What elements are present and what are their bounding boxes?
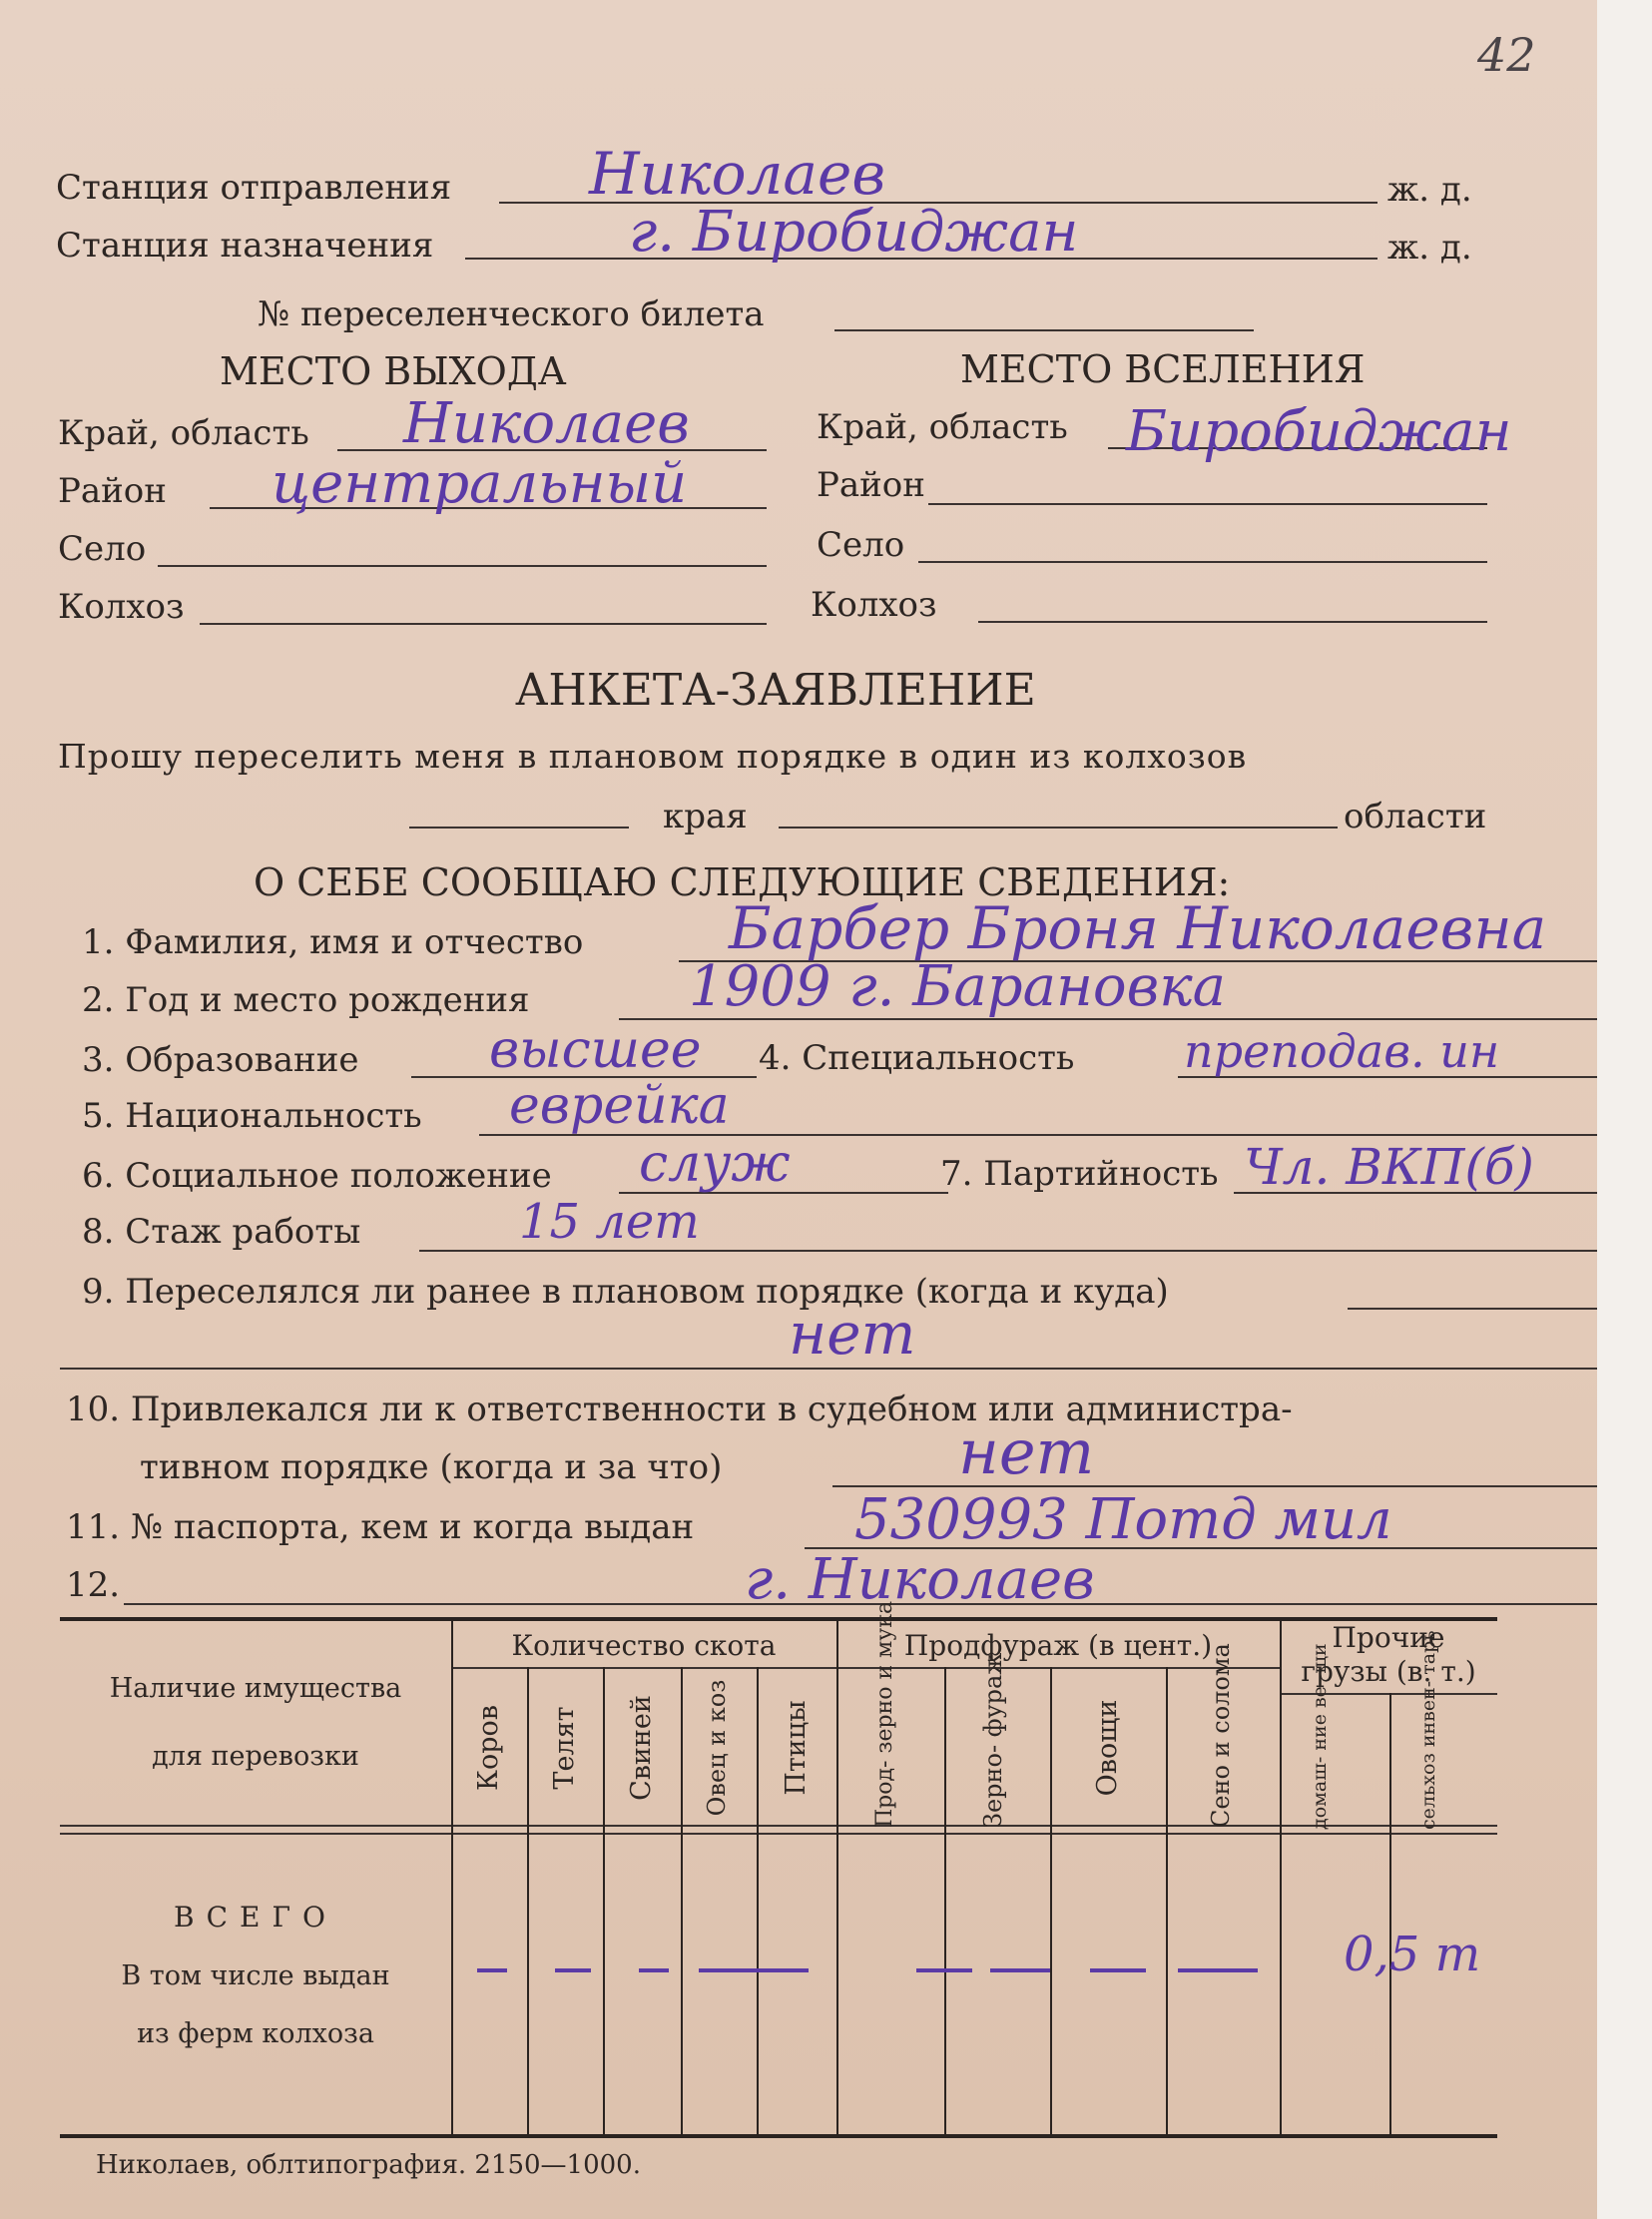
col-divider — [603, 1667, 605, 2134]
ticket-label: № переселенческого билета — [258, 294, 765, 334]
field-3-value: высшее — [489, 1020, 702, 1080]
field-9-line-b — [60, 1368, 1607, 1370]
nil-dash — [639, 1968, 669, 1972]
destination-station-value: г. Биробиджан — [629, 200, 1079, 265]
col-cows: Коров — [473, 1705, 504, 1791]
field-12-label: 12. — [66, 1565, 121, 1605]
col-divider — [836, 1617, 838, 2134]
col-divider — [1389, 1693, 1391, 2134]
destination-rail-suffix: ж. д. — [1387, 228, 1472, 268]
field-9-value: нет — [789, 1300, 916, 1368]
printer-imprint: Николаев, облтипография. 2150—1000. — [96, 2150, 641, 2180]
field-5-label: 5. Национальность — [82, 1096, 422, 1136]
col-vegetables: Овощи — [1092, 1699, 1123, 1797]
field-3-label: 3. Образование — [82, 1040, 359, 1080]
request-oblast-line — [779, 827, 1338, 829]
settle-kolkhoz-label: Колхоз — [811, 585, 937, 625]
col-divider — [944, 1667, 946, 2134]
request-oblast: области — [1344, 797, 1487, 836]
departure-station-label: Станция отправления — [56, 168, 452, 208]
request-line-1: Прошу переселить меня в плановом порядке в один из колхозов — [58, 737, 1248, 776]
field-10-label-line-1: 10. Привлекался ли к ответственности в судебном или администра- — [66, 1389, 1293, 1429]
field-8-line — [419, 1250, 1607, 1252]
nil-dash — [1090, 1968, 1146, 1972]
destination-station-label: Станция назначения — [56, 226, 434, 266]
nil-dash — [699, 1968, 809, 1972]
col-divider — [1166, 1667, 1168, 2134]
col-divider — [451, 1617, 453, 2134]
col-divider — [757, 1667, 759, 2134]
table-body-top — [60, 1833, 1497, 1835]
col-poultry: Птицы — [781, 1700, 812, 1796]
field-11-label: 11. № паспорта, кем и когда выдан — [66, 1507, 695, 1547]
nil-dash — [916, 1968, 972, 1972]
col-divider — [527, 1667, 529, 2134]
exit-village-line — [158, 565, 767, 567]
col-grain: Прод- зерно и мука — [872, 1600, 897, 1828]
nil-dash — [990, 1968, 1050, 1972]
page-edge-strip — [1597, 0, 1652, 2219]
nil-dash — [555, 1968, 591, 1972]
settle-kolkhoz-line — [978, 621, 1487, 623]
field-11-value: 530993 Потд мил — [854, 1487, 1392, 1552]
field-4-value: преподав. ин — [1184, 1024, 1500, 1078]
group-feed: Продфураж (в цент.) — [903, 1629, 1213, 1662]
col-household: домаш- ние ве- щи — [1309, 1643, 1331, 1830]
col-divider — [1280, 1617, 1282, 2134]
group-livestock: Количество скота — [511, 1629, 777, 1662]
field-2-label: 2. Год и место рождения — [82, 980, 530, 1020]
settle-district-line — [928, 503, 1487, 505]
request-krai: края — [663, 797, 748, 836]
table-header-bottom — [60, 1825, 1497, 1827]
exit-district-label: Район — [58, 471, 167, 511]
livestock-group-rule — [451, 1667, 836, 1669]
field-1-value: Барбер Броня Николаевна — [729, 894, 1547, 962]
field-1-label: 1. Фамилия, имя и отчество — [82, 922, 584, 962]
exit-region-value: Николаев — [403, 391, 690, 456]
col-hay: Сено и солома — [1207, 1643, 1235, 1828]
total-label: ВСЕГО — [174, 1901, 337, 1934]
departure-rail-suffix: ж. д. — [1387, 170, 1472, 210]
exit-village-label: Село — [58, 529, 147, 569]
info-title: О СЕБЕ СООБЩАЮ СЛЕДУЮЩИЕ СВЕДЕНИЯ: — [254, 860, 1231, 904]
field-12-value: г. Николаев — [745, 1547, 1095, 1612]
field-6-label: 6. Социальное положение — [82, 1156, 552, 1196]
settle-village-line — [918, 561, 1487, 563]
col-agri: сельхоз инвен- тарь — [1417, 1630, 1439, 1830]
settle-village-label: Село — [817, 525, 905, 565]
col-calves: Телят — [549, 1706, 580, 1790]
exit-region-label: Край, область — [58, 413, 309, 453]
field-2-value: 1909 г. Барановка — [689, 954, 1227, 1019]
exit-kolkhoz-line — [200, 623, 767, 625]
page-number: 42 — [1477, 28, 1536, 82]
field-9-line-a — [1348, 1308, 1607, 1310]
household-total: 0,5 т — [1344, 1927, 1481, 1982]
col-fodder: Зерно- фураж — [979, 1652, 1007, 1828]
nil-dash — [477, 1968, 507, 1972]
table-bottom-rule — [60, 2134, 1497, 2138]
group-other-line-1: Прочие — [1332, 1621, 1445, 1654]
form-title: АНКЕТА-ЗАЯВЛЕНИЕ — [515, 665, 1036, 716]
field-4-label: 4. Специальность — [759, 1038, 1075, 1078]
field-10-value: нет — [958, 1415, 1095, 1488]
settle-region-value: Биробиджан — [1126, 399, 1512, 464]
exit-title: МЕСТО ВЫХОДА — [220, 349, 567, 393]
col-sheep: Овец и коз — [703, 1679, 731, 1817]
settle-district-label: Район — [817, 465, 925, 505]
ticket-line — [834, 329, 1254, 331]
field-5-value: еврейка — [509, 1076, 730, 1136]
field-7-label: 7. Партийность — [940, 1154, 1219, 1194]
group-other-line-2: грузы (в. т.) — [1301, 1655, 1476, 1688]
col-pigs: Свиней — [626, 1695, 657, 1801]
field-8-label: 8. Стаж работы — [82, 1212, 361, 1252]
exit-district-value: центральный — [272, 451, 688, 516]
row-header-line-2: для перевозки — [152, 1741, 359, 1772]
departure-station-value: Николаев — [589, 140, 886, 208]
field-6-value: служ — [639, 1134, 791, 1194]
row-header-line-1: Наличие имущества — [109, 1673, 402, 1704]
col-divider — [681, 1667, 683, 2134]
field-7-value: Чл. ВКП(б) — [1244, 1138, 1534, 1196]
nil-dash — [1178, 1968, 1258, 1972]
request-krai-line — [409, 827, 629, 829]
field-8-value: 15 лет — [519, 1194, 700, 1250]
issued-label-line-2: из ферм колхоза — [137, 2018, 374, 2049]
exit-kolkhoz-label: Колхоз — [58, 587, 185, 627]
field-10-label-line-2: тивном порядке (когда и за что) — [140, 1447, 723, 1487]
settle-region-label: Край, область — [817, 407, 1068, 447]
settle-title: МЕСТО ВСЕЛЕНИЯ — [960, 347, 1366, 391]
issued-label-line-1: В том числе выдан — [121, 1960, 390, 1991]
field-9-label: 9. Переселялся ли ранее в плановом порядке (когда и куда) — [82, 1272, 1169, 1312]
col-divider — [1050, 1667, 1052, 2134]
